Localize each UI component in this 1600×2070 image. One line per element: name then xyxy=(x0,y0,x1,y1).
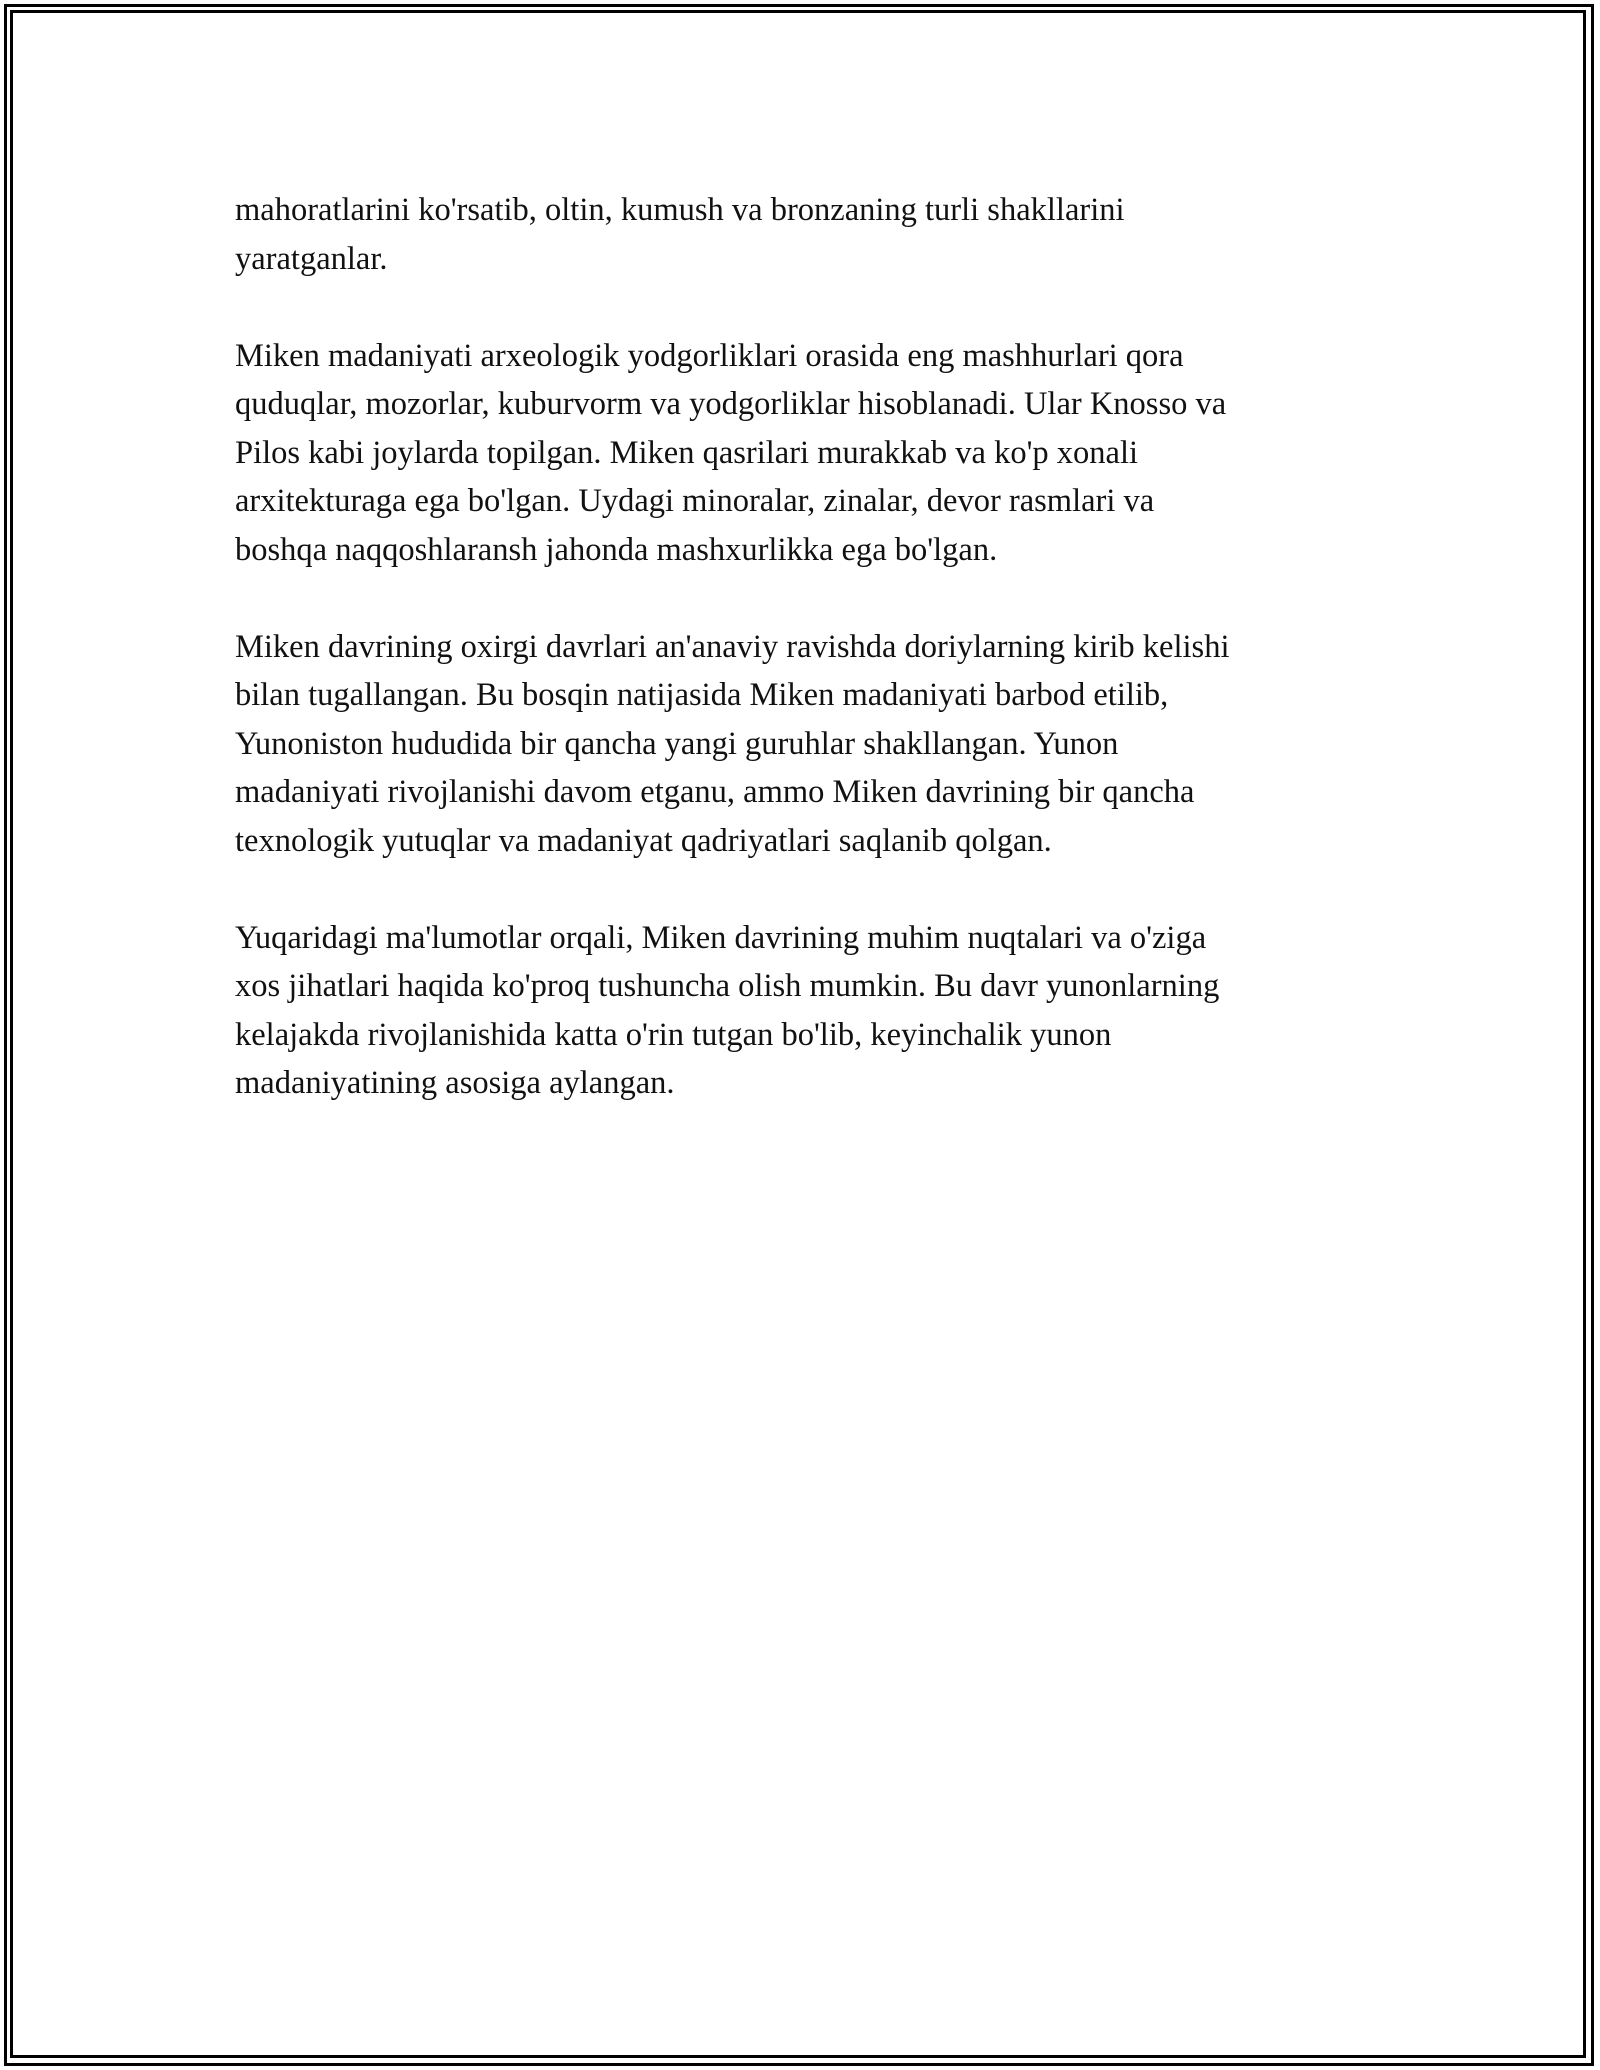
document-body xyxy=(235,186,1365,1156)
paragraph-1: mahoratlarini ko'rsatib, oltin, kumush va bronzaning turli shakllarini yaratganlar. xyxy=(235,192,1125,277)
paragraph-4: Yuqaridagi ma'lumotlar orqali, Miken davrining muhim nuqtalari va o'ziga xos jihatlari haqida ko'proq tushuncha olish mumkin. Bu davr yunonlarning kelajakda rivojlanishida katta o'rin tutgan bo'lib, keyinchalik yunon madaniyatining asosiga aylangan. xyxy=(235,919,1220,1101)
paragraph-2: Miken madaniyati arxeologik yodgorliklari orasida eng mashhurlari qora quduqlar, mozorlar, kuburvorm va yodgorliklar hisoblanadi. Ular Knosso va Pilos kabi joylarda topilgan. Miken qasrilari murakkab va ko'p xonali arxitekturaga ega bo'lgan. Uydagi minoralar, zinalar, devor rasmlari va boshqa naqqoshlaransh jahonda mashxurlikka ega bo'lgan. xyxy=(235,337,1227,568)
paragraph-3: Miken davrining oxirgi davrlari an'anaviy ravishda doriylarning kirib kelishi bilan tugallangan. Bu bosqin natijasida Miken madaniyati barbod etilib, Yunoniston hududida bir qancha yangi guruhlar shakllangan. Yunon madaniyati rivojlanishi davom etganu, ammo Miken davrining bir qancha texnologik yutuqlar va madaniyat qadriyatlari saqlanib qolgan. xyxy=(235,628,1230,859)
